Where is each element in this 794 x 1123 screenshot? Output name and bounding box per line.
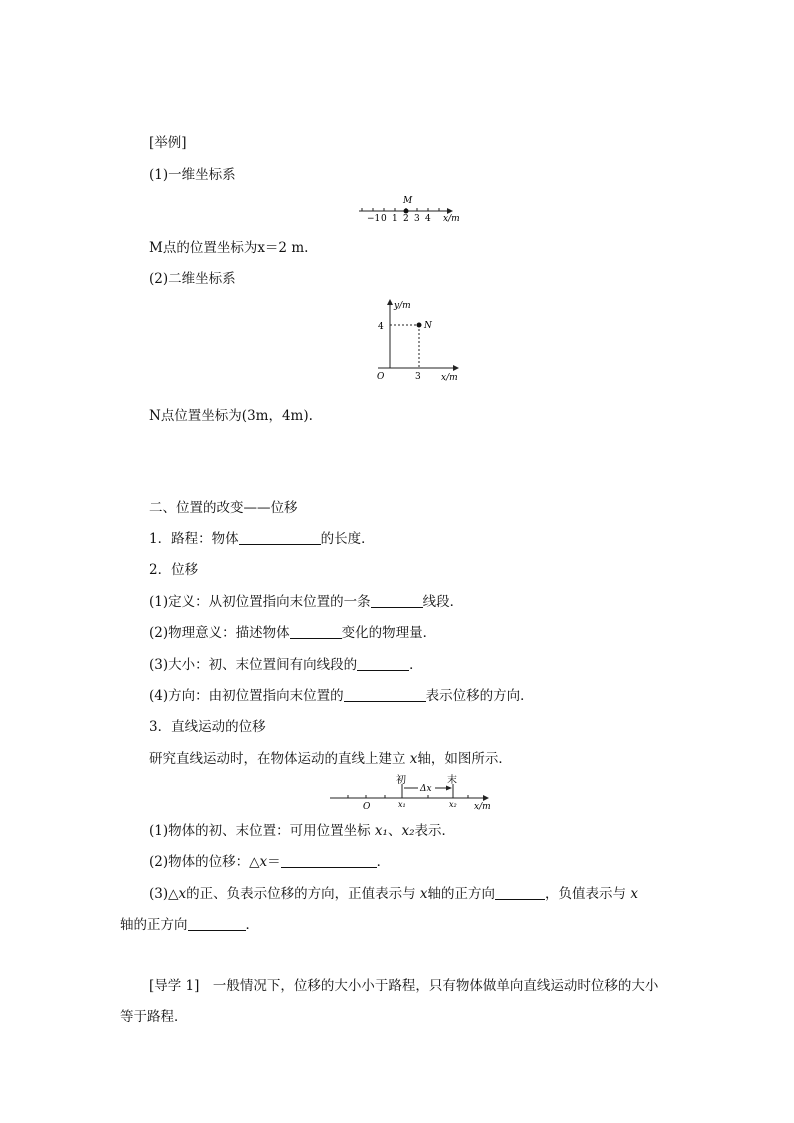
sign-var-x: x [419,886,428,902]
delta-arrow-head [446,786,452,791]
point-n [417,323,422,328]
positions-paragraph [149,822,455,840]
start-label: 初 [396,775,406,786]
point-m [404,209,409,214]
displacement-meaning [149,624,436,642]
origin-label: O [377,372,385,382]
sign-var2-x: x [630,886,638,902]
direction-after: 表示位移的方向． [425,688,534,704]
tick-label-3: 3 [414,214,420,223]
tick-label-1: 1 [392,214,398,223]
point-n-label: N [424,321,432,331]
sign-paragraph-cont [120,916,259,934]
blank-negative-direction[interactable] [188,916,246,931]
item-path [149,530,375,548]
sign-cont-after: ． [245,917,259,933]
positions-x2: x₂ [401,823,415,839]
sign-mid: 的正、负表示位移的方向，正值表示与 [186,886,420,902]
one-d-title: (1)一维坐标系 [149,167,236,183]
blank-direction[interactable] [344,687,426,702]
motion-origin-label: O [363,802,371,812]
x1-label: x₁ [398,800,406,809]
blank-formula[interactable] [281,853,377,868]
tick-label-0: 0 [381,214,387,223]
linear-motion-intro [149,750,512,768]
x2-label: x₂ [449,800,457,809]
x-axis-arrow [453,365,459,371]
sign-mid2: 轴的正方向 [427,886,496,902]
x-axis-label: x/m [441,373,458,383]
one-d-result: M点的位置坐标为x＝2 m. [149,240,309,256]
displacement-formula [149,853,390,871]
formula-delta: △x [249,854,268,870]
y-axis-label: y/m [394,301,411,311]
x-tick-label: 3 [415,372,421,382]
blank-size[interactable] [357,656,409,671]
linear-motion-figure [328,772,498,812]
one-d-axis-figure [357,191,477,223]
item-path-after: 的长度． [320,531,375,547]
meaning-before: (2)物理意义：描述物体 [149,625,290,641]
item-linear-motion: 3．直线运动的位移 [149,719,266,735]
definition-before: (1)定义：从初位置指向末位置的一条 [149,594,371,610]
tick-label-4: 4 [425,214,431,223]
intro-before: 研究直线运动时，在物体运动的直线上建立 [149,751,410,767]
sign-before: (3) [149,886,169,902]
section-title: 二、位置的改变——位移 [149,500,298,516]
delta-label: Δx [420,784,432,794]
two-d-result: N点位置坐标为(3m，4m). [149,408,313,424]
sign-cont-before: 轴的正方向 [120,917,188,933]
item-displacement: 2．位移 [149,562,199,578]
guide-line-2: 等于路程． [120,1009,188,1025]
motion-axis-arrow [483,795,489,801]
y-tick-label: 4 [378,322,384,332]
end-label: 末 [447,775,457,786]
blank-meaning[interactable] [290,624,342,639]
displacement-direction [149,687,534,705]
positions-after: 表示． [414,823,455,839]
displacement-definition [149,593,463,611]
sign-delta: △x [168,886,187,902]
motion-axis-label: x/m [474,802,491,812]
meaning-after: 变化的物理量． [341,625,437,641]
direction-before: (4)方向：由初位置指向末位置的 [149,688,344,704]
guide-line-1: [导学 1] 一般情况下，位移的大小小于路程，只有物体做单向直线运动时位移的大小 [149,978,659,994]
blank-definition[interactable] [371,593,423,608]
example-heading: [举例] [149,135,187,151]
intro-after: 轴，如图所示． [417,751,512,767]
size-after: ． [409,657,423,673]
definition-after: 线段． [422,594,464,610]
sign-paragraph [149,885,638,903]
blank-positive-direction[interactable] [495,885,545,900]
two-d-axis-figure [374,296,474,386]
positions-sep: 、 [387,823,402,839]
two-d-title: (2)二维坐标系 [149,271,236,287]
displacement-size [149,656,423,674]
blank-path[interactable] [239,530,321,545]
formula-before: (2)物体的位移： [149,854,250,870]
item-path-before: 1．路程：物体 [149,531,239,547]
positions-before: (1)物体的初、末位置：可用位置坐标 [149,823,375,839]
tick-label-2: 2 [403,214,409,223]
size-before: (3)大小：初、末位置间有向线段的 [149,657,358,673]
sign-mid3: ，负值表示与 [545,886,631,902]
y-axis-arrow [387,299,393,305]
one-d-axis-label: x/m [443,214,460,223]
positions-x1: x₁ [374,823,388,839]
tick-label-neg1: −1 [367,214,381,223]
intro-var-x: x [409,751,418,767]
formula-eq: ＝ [267,854,281,870]
formula-after: ． [376,854,391,870]
point-m-label: M [403,196,413,206]
